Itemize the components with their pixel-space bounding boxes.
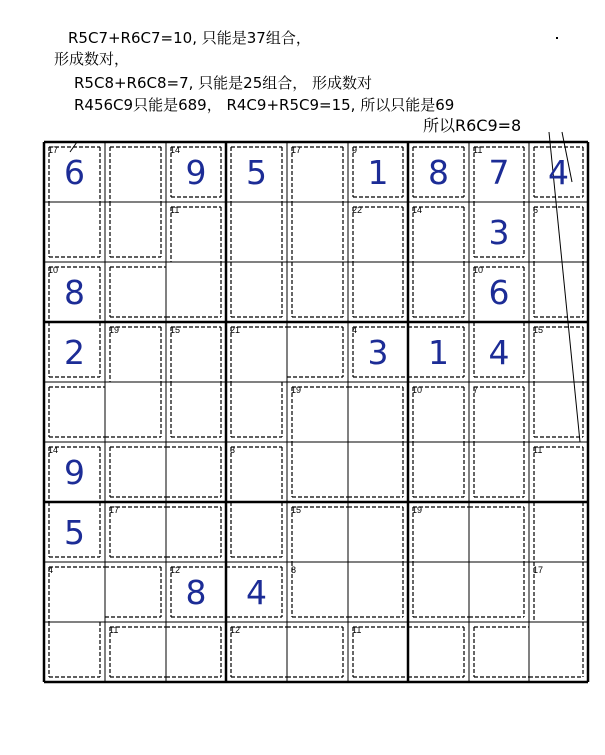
note-line-5: 所以R6C9=8 xyxy=(423,116,522,135)
cell-digit xyxy=(166,262,226,322)
cage-sum-label: 4 xyxy=(352,325,358,335)
cell-digit xyxy=(105,382,166,442)
sudoku-cell[interactable] xyxy=(44,562,105,622)
cell-digit xyxy=(469,442,529,502)
sudoku-cell[interactable] xyxy=(44,622,105,682)
note-line-4: R456C9只能是689， R4C9+R5C9=15, 所以只能是69 xyxy=(74,96,455,114)
cage-sum-label: 21 xyxy=(230,325,241,335)
cell-digit: 3 xyxy=(367,332,389,372)
cell-digit: 6 xyxy=(64,152,85,192)
cell-digit xyxy=(166,382,226,442)
sudoku-cell[interactable] xyxy=(348,562,408,622)
sudoku-cell[interactable] xyxy=(408,622,469,682)
cage-sum-label: 11 xyxy=(109,625,119,635)
cell-digit xyxy=(226,382,287,442)
cell-digit xyxy=(348,382,408,442)
sudoku-cell[interactable] xyxy=(166,262,226,322)
sudoku-cell[interactable] xyxy=(226,502,287,562)
sudoku-cell[interactable] xyxy=(529,262,588,322)
sudoku-cell[interactable] xyxy=(469,502,529,562)
sudoku-cell[interactable] xyxy=(44,502,105,562)
sudoku-cell[interactable] xyxy=(105,202,166,262)
cage-sum-label: 8 xyxy=(291,565,297,575)
sudoku-cell[interactable] xyxy=(408,442,469,502)
cell-digit: 4 xyxy=(548,152,569,192)
sudoku-cell[interactable] xyxy=(469,622,529,682)
cell-digit xyxy=(105,142,166,202)
cell-digit xyxy=(226,442,287,502)
cage-sum-label: 12 xyxy=(170,565,181,575)
note-line-1: R5C7+R6C7=10, 只能是37组合， xyxy=(68,29,311,47)
cell-digit xyxy=(44,382,105,442)
sudoku-cell[interactable] xyxy=(408,262,469,322)
cage-sum-label: 14 xyxy=(170,145,181,155)
cell-digit xyxy=(529,502,588,562)
cell-digit: 4 xyxy=(488,332,510,372)
cage-sum-label: 11 xyxy=(352,625,362,635)
sudoku-cell[interactable] xyxy=(105,442,166,502)
cage-sum-label: 10 xyxy=(412,385,423,395)
cell-digit: 1 xyxy=(428,332,449,372)
cage-sum-label: 7 xyxy=(473,385,479,395)
sudoku-cell[interactable] xyxy=(469,202,529,262)
sudoku-cell[interactable] xyxy=(287,202,348,262)
sudoku-cell[interactable] xyxy=(287,322,348,382)
cell-digit: 8 xyxy=(428,152,449,192)
cage-sum-label: 22 xyxy=(352,205,363,215)
sudoku-cell[interactable] xyxy=(105,262,166,322)
sudoku-cell[interactable] xyxy=(226,562,287,622)
cell-digit xyxy=(529,262,588,322)
cell-digit xyxy=(287,622,348,682)
cell-digit xyxy=(105,442,166,502)
sudoku-cell[interactable] xyxy=(226,382,287,442)
sudoku-cell[interactable] xyxy=(287,622,348,682)
cell-digit xyxy=(348,502,408,562)
sudoku-cell[interactable] xyxy=(226,202,287,262)
sudoku-cell[interactable] xyxy=(226,142,287,202)
sudoku-cell[interactable] xyxy=(408,562,469,622)
cage-sum-label: 4 xyxy=(48,565,54,575)
cell-digit xyxy=(44,202,105,262)
cell-digit xyxy=(408,562,469,622)
cell-digit xyxy=(44,622,105,682)
cell-digit xyxy=(408,442,469,502)
sudoku-cell[interactable] xyxy=(44,322,105,382)
sudoku-cell[interactable] xyxy=(105,562,166,622)
cell-digit xyxy=(44,562,105,622)
cell-digit xyxy=(226,502,287,562)
cage-sum-label: 19 xyxy=(412,505,423,515)
cage-sum-label: 6 xyxy=(533,205,539,215)
cage-sum-label: 10 xyxy=(473,265,484,275)
cell-digit: 7 xyxy=(488,152,510,192)
sudoku-cell[interactable] xyxy=(529,382,588,442)
cage-sum-label: 14 xyxy=(48,445,59,455)
cell-digit xyxy=(166,502,226,562)
sudoku-cell[interactable] xyxy=(469,322,529,382)
sudoku-cell[interactable] xyxy=(105,142,166,202)
cell-digit: 5 xyxy=(64,512,85,552)
sudoku-cell[interactable] xyxy=(44,202,105,262)
sudoku-cell[interactable] xyxy=(166,382,226,442)
cell-digit: 1 xyxy=(367,152,389,192)
cage-sum-label: 17 xyxy=(48,145,59,155)
cell-digit xyxy=(287,442,348,502)
sudoku-cell[interactable] xyxy=(287,442,348,502)
cage-sum-label: 9 xyxy=(352,145,358,155)
sudoku-cell[interactable] xyxy=(166,622,226,682)
cell-digit xyxy=(408,262,469,322)
cage-sum-label: 15 xyxy=(533,325,544,335)
sudoku-cell[interactable] xyxy=(469,442,529,502)
sudoku-cell[interactable] xyxy=(348,382,408,442)
cell-digit: 4 xyxy=(246,572,267,612)
cage-sum-label: 17 xyxy=(533,565,544,575)
cell-digit xyxy=(287,562,348,622)
cage-sum-label: 15 xyxy=(170,325,181,335)
cell-digit: 2 xyxy=(64,332,85,372)
sudoku-cell[interactable] xyxy=(105,382,166,442)
cage-sum-label: 11 xyxy=(473,145,483,155)
stray-dot xyxy=(556,37,558,39)
sudoku-cell[interactable] xyxy=(287,562,348,622)
cell-digit: 8 xyxy=(64,272,85,312)
sudoku-cell[interactable] xyxy=(226,262,287,322)
cell-digit: 9 xyxy=(185,152,207,192)
sudoku-cell[interactable] xyxy=(408,142,469,202)
cage-sum-label: 3 xyxy=(230,445,236,455)
cell-digit xyxy=(469,622,529,682)
cage-sum-label: 15 xyxy=(291,505,302,515)
sudoku-cell[interactable] xyxy=(226,442,287,502)
sudoku-cell[interactable] xyxy=(166,502,226,562)
cell-digit: 9 xyxy=(64,452,85,492)
killer-sudoku-board xyxy=(44,142,588,682)
cell-digit xyxy=(348,262,408,322)
cell-digit xyxy=(166,442,226,502)
sudoku-cell[interactable] xyxy=(287,262,348,322)
cell-digit xyxy=(105,562,166,622)
sudoku-cell[interactable] xyxy=(348,262,408,322)
cell-digit xyxy=(105,202,166,262)
cage-sum-label: 14 xyxy=(412,205,423,215)
cage-sum-label: 10 xyxy=(48,265,59,275)
cell-digit xyxy=(287,322,348,382)
cage-sum-label: 17 xyxy=(291,145,302,155)
sudoku-cell[interactable] xyxy=(44,382,105,442)
cell-digit xyxy=(166,622,226,682)
note-line-2: 形成数对， xyxy=(54,50,130,68)
cage-sum-label: 11 xyxy=(533,445,543,455)
cell-digit xyxy=(226,202,287,262)
cell-digit xyxy=(105,262,166,322)
sudoku-cell[interactable] xyxy=(529,142,588,202)
cell-digit xyxy=(408,622,469,682)
cage-sum-label: 12 xyxy=(230,625,241,635)
cell-digit xyxy=(529,622,588,682)
sudoku-cell[interactable] xyxy=(166,442,226,502)
sudoku-cell[interactable] xyxy=(469,562,529,622)
sudoku-cell[interactable] xyxy=(348,502,408,562)
cell-digit xyxy=(529,382,588,442)
cell-digit: 6 xyxy=(488,272,510,312)
sudoku-cell[interactable] xyxy=(529,502,588,562)
cell-digit: 3 xyxy=(488,212,510,252)
cage-sum-label: 19 xyxy=(109,325,120,335)
cell-digit xyxy=(287,202,348,262)
cell-digit xyxy=(348,442,408,502)
cell-digit: 8 xyxy=(185,572,207,612)
cell-digit xyxy=(348,562,408,622)
cage-sum-label: 11 xyxy=(170,205,180,215)
cell-digit xyxy=(226,262,287,322)
cage-sum-label: 17 xyxy=(109,505,120,515)
cell-digit: 5 xyxy=(246,152,267,192)
note-line-3: R5C8+R6C8=7, 只能是25组合， 形成数对 xyxy=(74,74,373,92)
sudoku-cell[interactable] xyxy=(408,322,469,382)
cell-digit xyxy=(287,262,348,322)
sudoku-cell[interactable] xyxy=(348,442,408,502)
cage-sum-label: 19 xyxy=(291,385,302,395)
cell-digit xyxy=(469,562,529,622)
cell-digit xyxy=(469,502,529,562)
sudoku-cell[interactable] xyxy=(529,622,588,682)
